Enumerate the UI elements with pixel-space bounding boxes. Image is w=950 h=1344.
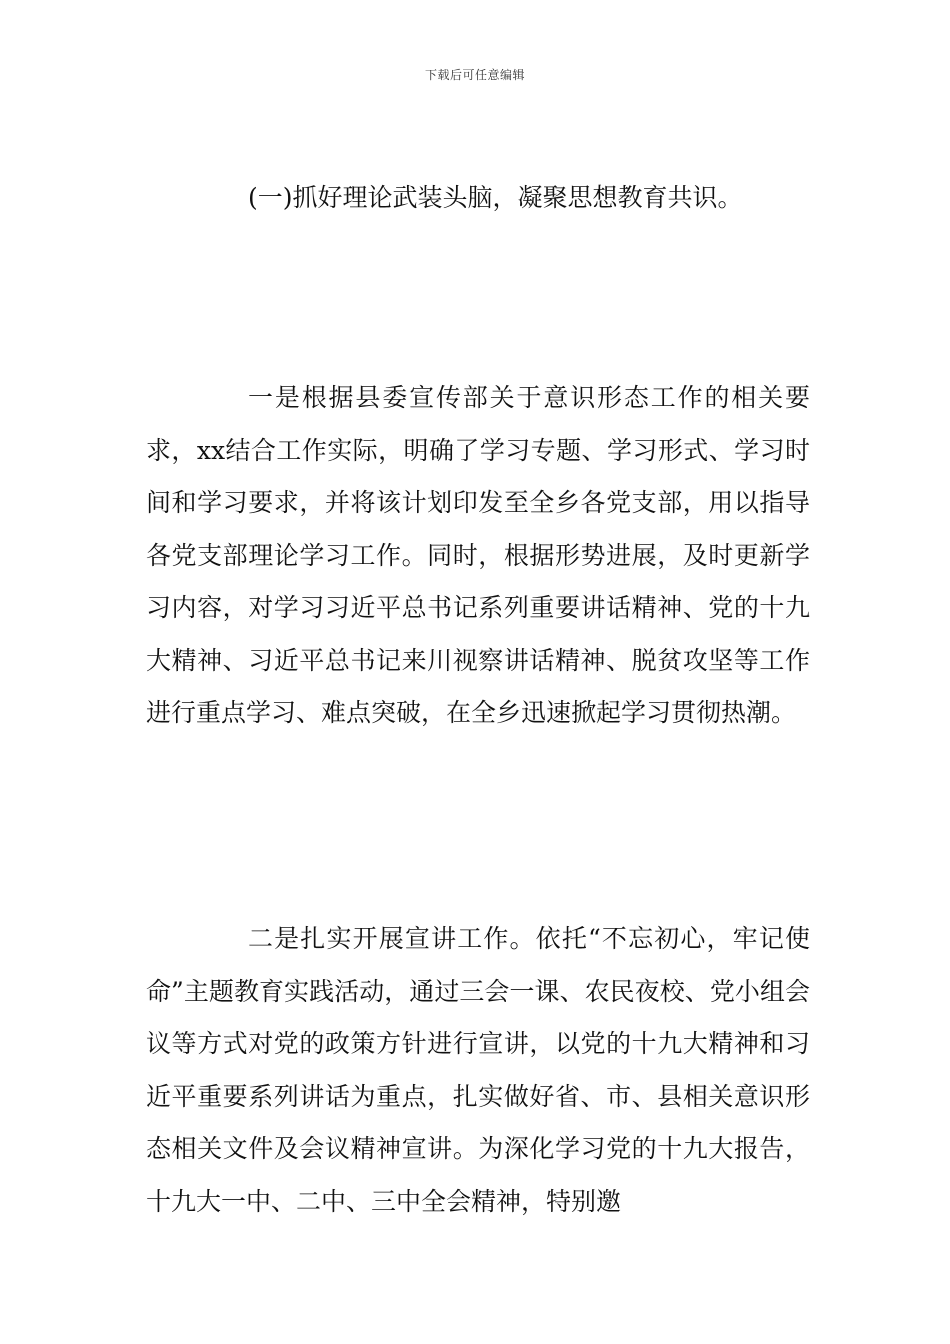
body-paragraph-1: 一是根据县委宣传部关于意识形态工作的相关要求，xx结合工作实际，明确了学习专题、学习形式、学习时间和学习要求，并将该计划印发至全乡各党支部，用以指导各党支部理论学习工作。同时，根据形势进展，及时更新学习内容，对学习习近平总书记系列重要讲话精神、党的十九大精神、习近平总书记来川视察讲话精神、脱贫攻坚等工作进行重点学习、难点突破，在全乡迅速掀起学习贯彻热潮。 [146, 383, 810, 727]
section-heading: (一)抓好理论武装头脑，凝聚思想教育共识。 [248, 183, 743, 212]
body-paragraph-2: 二是扎实开展宣讲工作。依托“不忘初心，牢记使命”主题教育实践活动，通过三会一课、农民夜校、党小组会议等方式对党的政策方针进行宣讲，以党的十九大精神和习近平重要系列讲话为重点，扎实做好省、市、县相关意识形态相关文件及会议精神宣讲。为深化学习党的十九大报告，十九大一中、二中、三中全会精神，特别邀 [146, 924, 810, 1216]
header-note: 下载后可任意编辑 [424, 68, 525, 82]
